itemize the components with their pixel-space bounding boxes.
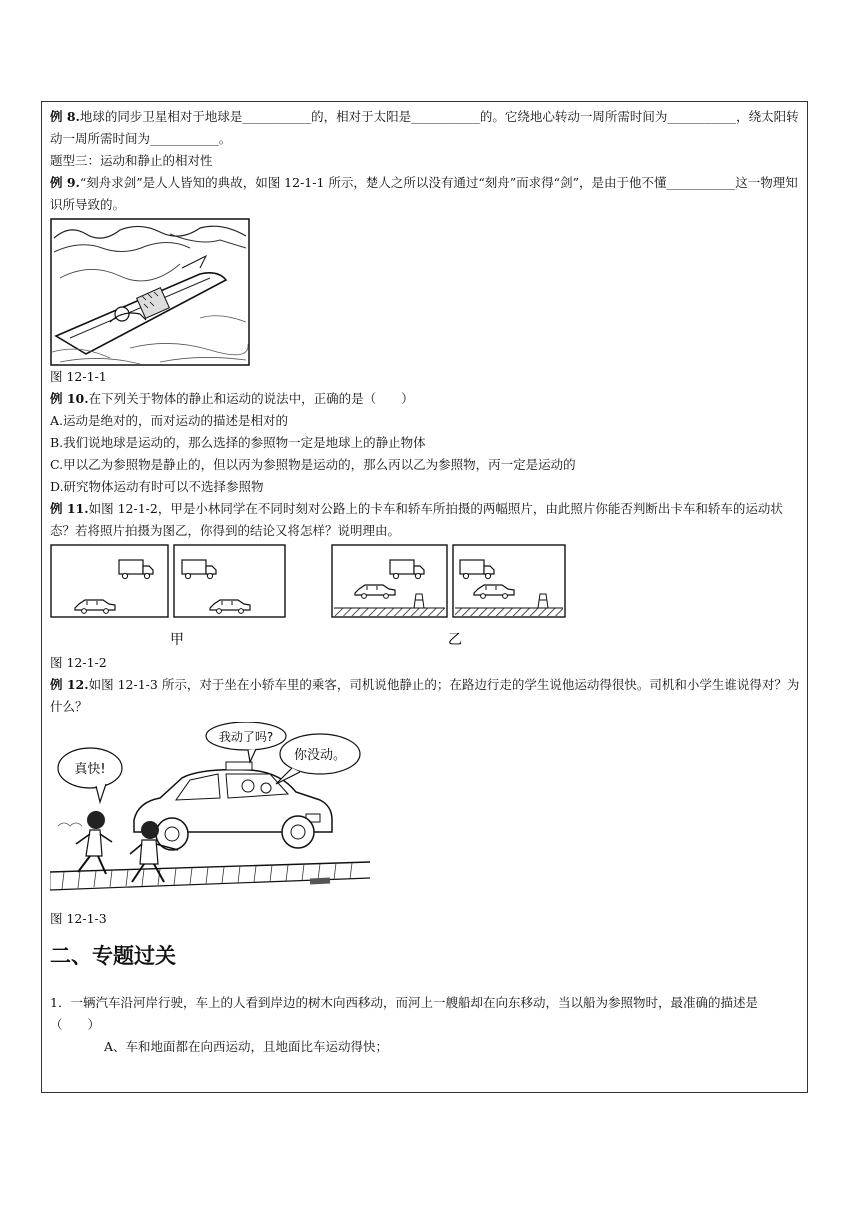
example-8-text: 地球的同步卫星相对于地球是___________的，相对于太阳是___________的。它绕地心转动一周所需时间为___________，绕太阳转动一周所需时间为___________。 — [50, 109, 799, 146]
example-8-label: 例 8. — [50, 109, 80, 124]
content-body — [50, 106, 801, 1058]
example-10-label: 例 10. — [50, 391, 89, 406]
example-9-text: “刻舟求剑”是人人皆知的典故，如图 12-1-1 所示，楚人之所以没有通过“刻舟”而求得“剑”，是由于他不懂___________这一物理知识所导致的。 — [50, 175, 798, 212]
option-c: C.甲以乙为参照物是静止的，但以丙为参照物是运动的，那么丙以乙为参照物，丙一定是运动的 — [50, 457, 576, 472]
figure-taxi-students — [50, 722, 370, 908]
type3-heading: 题型三：运动和静止的相对性 — [50, 153, 213, 168]
option-b: B.我们说地球是运动的，那么选择的参照物一定是地球上的静止物体 — [50, 435, 426, 450]
figure-2-caption: 图 12-1-2 — [50, 655, 107, 670]
figure-label-jia: 甲 — [170, 632, 184, 648]
figure-truck-car — [50, 544, 570, 652]
example-8 — [50, 106, 801, 150]
example-11-text: 如图 12-1-2，甲是小林同学在不同时刻对公路上的卡车和轿车所拍摄的两幅照片，由此照片你能否判断出卡车和轿车的运动状态？若将照片拍摄为图乙，你得到的结论又将怎样？说明理由。 — [50, 501, 783, 538]
example-10 — [50, 388, 801, 410]
question-1: 1．一辆汽车沿河岸行驶，车上的人看到岸边的树木向西移动，而河上一艘船却在向东移动，当以船为参照物时，最准确的描述是（ ） — [50, 995, 758, 1032]
example-10-text: 在下列关于物体的静止和运动的说法中，正确的是（ ） — [88, 391, 414, 406]
example-9-label: 例 9. — [50, 175, 80, 190]
example-11 — [50, 498, 801, 542]
bubble-text-did-i-move: 我动了吗? — [218, 730, 274, 744]
example-12 — [50, 674, 801, 718]
figure-3-caption: 图 12-1-3 — [50, 911, 107, 926]
example-12-label: 例 12. — [50, 677, 89, 692]
figure-label-yi: 乙 — [448, 632, 462, 648]
bubble-text-you-didnt: 你没动。 — [293, 748, 347, 763]
question-1-option-a: A、车和地面都在向西运动，且地面比车运动得快； — [104, 1039, 389, 1054]
bubble-text-fast: 真快! — [74, 762, 106, 777]
figure-1-caption: 图 12-1-1 — [50, 369, 107, 384]
example-11-label: 例 11. — [50, 501, 89, 516]
example-9 — [50, 172, 801, 216]
content-frame — [41, 101, 808, 1093]
figure-boat-sword — [50, 218, 250, 366]
example-12-text: 如图 12-1-3 所示，对于坐在小轿车里的乘客，司机说他静止的；在路边行走的学生说他运动得很快。司机和小学生谁说得对？为什么？ — [50, 677, 800, 714]
option-a: A.运动是绝对的，而对运动的描述是相对的 — [50, 413, 289, 428]
option-d: D.研究物体运动有时可以不选择参照物 — [50, 479, 264, 494]
section-2-heading: 二、专题过关 — [50, 944, 176, 968]
